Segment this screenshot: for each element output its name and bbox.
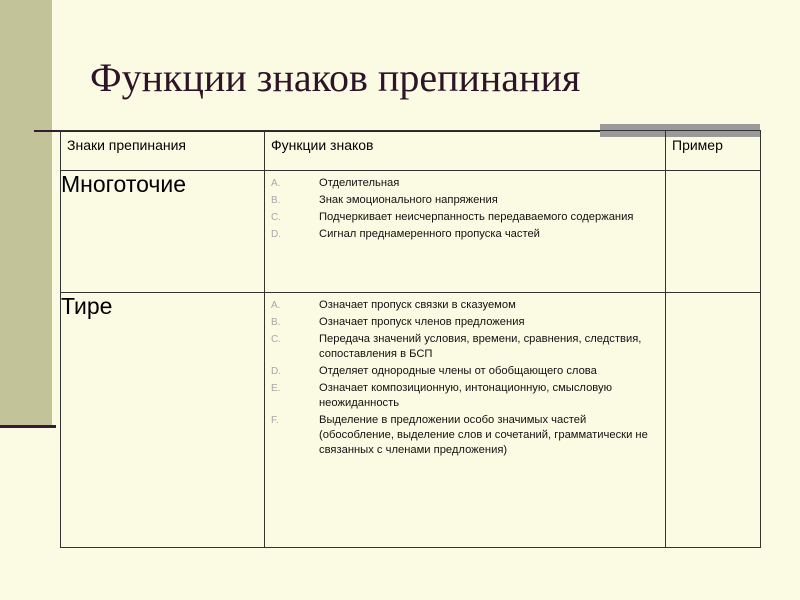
list-text: Отделяет однородные члены от обобщающего слова [319, 365, 597, 377]
list-text: Сигнал преднамеренного пропуска частей [319, 228, 540, 240]
slide-title: Функции знаков препинания [90, 55, 581, 100]
list-letter: C. [271, 212, 281, 223]
list-item [271, 315, 659, 330]
header-example: Пример [666, 131, 761, 171]
list-item [271, 381, 659, 411]
list-item [271, 193, 659, 208]
list-text: Отделительная [319, 177, 400, 189]
functions-cell [265, 171, 666, 293]
mark-name-cell: Многоточие [61, 171, 265, 293]
list-item [271, 210, 659, 225]
list-item [271, 413, 659, 458]
decorative-side-bar-line [0, 425, 56, 428]
list-text: Означает композиционную, интонационную, смысловую неожиданность [319, 382, 612, 409]
decorative-side-bar [0, 0, 52, 428]
list-text: Выделение в предложении особо значимых частей (обособление, выделение слов и сочетаний, грамматически не связанных с членами предложения) [319, 414, 648, 456]
list-letter: C. [271, 334, 281, 345]
table-header-row [61, 131, 761, 171]
list-letter: B. [271, 317, 281, 328]
list-item [271, 332, 659, 362]
table-row-dash [61, 293, 761, 548]
list-item [271, 298, 659, 313]
list-letter: E. [271, 383, 281, 394]
list-item [271, 176, 659, 191]
list-letter: A. [271, 300, 281, 311]
list-letter: F. [271, 415, 279, 426]
list-item [271, 364, 659, 379]
functions-list [265, 293, 665, 458]
list-text: Знак эмоционального напряжения [319, 194, 498, 206]
list-letter: D. [271, 366, 281, 377]
header-punctuation-marks: Знаки препинания [61, 131, 265, 171]
mark-name-cell: Тире [61, 293, 265, 548]
functions-list [265, 171, 665, 242]
functions-cell [265, 293, 666, 548]
list-letter: B. [271, 195, 281, 206]
punctuation-functions-table [60, 130, 761, 548]
list-text: Означает пропуск членов предложения [319, 316, 525, 328]
list-text: Передача значений условия, времени, сравнения, следствия, сопоставления в БСП [319, 333, 642, 360]
list-text: Означает пропуск связки в сказуемом [319, 299, 516, 311]
header-mark-functions: Функции знаков [265, 131, 666, 171]
example-cell [666, 171, 761, 293]
list-item [271, 227, 659, 242]
list-letter: A. [271, 178, 281, 189]
list-text: Подчеркивает неисчерпанность передаваемого содержания [319, 211, 634, 223]
example-cell [666, 293, 761, 548]
table-row-ellipsis [61, 171, 761, 293]
list-letter: D. [271, 229, 281, 240]
